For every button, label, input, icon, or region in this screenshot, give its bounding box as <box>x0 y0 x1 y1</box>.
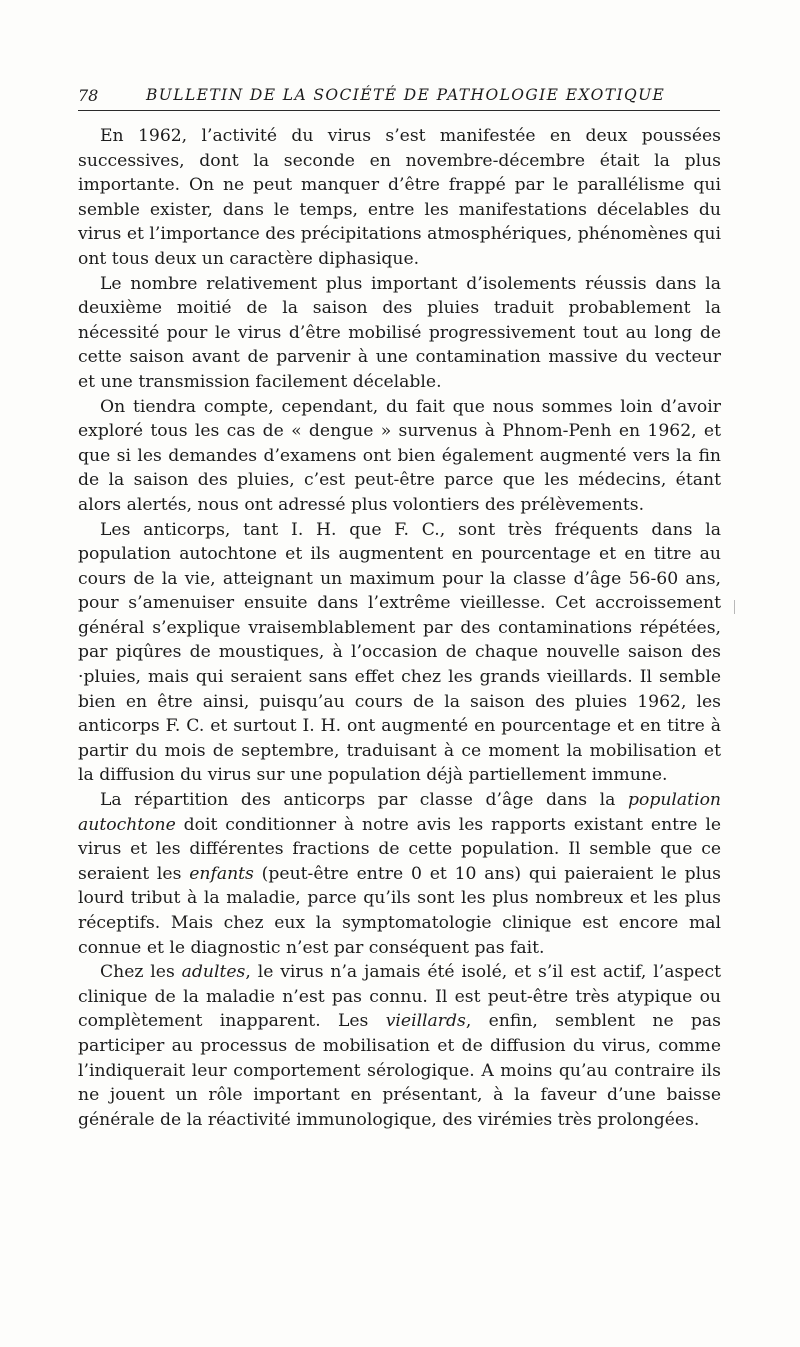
paragraph-5-part-1: La répartition des anticorps par classe d’âge dans la <box>100 790 628 811</box>
paragraph-6-part-2: , le virus n’a jamais été isolé, et s’il est actif, l’aspect clinique de la maladie n’est pas connu. Il est peut-être très atypique ou complètement inapparent. Les <box>78 962 721 1032</box>
term-adultes: adultes <box>181 962 246 983</box>
term-vieillards: vieillards <box>385 1011 466 1032</box>
paragraph-5 <box>78 788 721 960</box>
paragraph-4: Les anticorps, tant I. H. que F. C., sont très fréquents dans la population autochtone et ils augmentent en pourcentage et en titre au cours de la vie, atteignant un maximum pour la classe d’âge 56-60 ans, pour s’amenuiser ensuite dans l’extrême vieillesse. Cet accroissement général s’explique vraisemblablement par des contaminations répétées, par piqûres de moustiques, à l’occasion de chaque nouvelle saison des ·pluies, mais qui seraient sans effet chez les grands vieillards. Il semble bien en être ainsi, puisqu’au cours de la saison des pluies 1962, les anticorps F. C. et surtout I. H. ont augmenté en pourcentage et en titre à partir du mois de septembre, traduisant à ce moment la mobilisation et la diffusion du virus sur une population déjà partiellement immune. <box>78 519 721 786</box>
paragraph-5-part-2: doit conditionner à notre avis les rapports existant entre le virus et les différentes fractions de cette population. Il semble que ce seraient les <box>78 814 721 884</box>
journal-title: BULLETIN DE LA SOCIÉTÉ DE PATHOLOGIE EXOTIQUE <box>146 86 666 104</box>
paragraph-6-part-3: , enfin, semblent ne pas participer au processus de mobilisation et de diffusion du virus, comme l’indiquerait leur comportement sérologique. A moins qu’au contraire ils ne jouent un rôle important en présentant, à la faveur d’une baisse générale de la réactivité immunologique, des virémies très prolongées. <box>78 1011 722 1130</box>
paragraph-6 <box>78 960 721 1132</box>
paragraph-3: On tiendra compte, cependant, du fait que nous sommes loin d’avoir exploré tous les cas de « dengue » survenus à Phnom-Penh en 1962, et que si les demandes d’examens ont bien également augmenté vers la fin de la saison des pluies, c’est peut-être parce que les médecins, étant alors alertés, nous ont adressé plus volontiers des prélèvements. <box>78 396 721 515</box>
margin-mark <box>734 600 735 614</box>
term-population-autochtone: population autochtone <box>78 790 721 835</box>
running-head <box>78 84 720 111</box>
paragraph-5-part-3: (peut-être entre 0 et 10 ans) qui paieraient le plus lourd tribut à la maladie, parce qu’ils sont les plus nombreux et les plus réceptifs. Mais chez eux la symptomatologie clinique est encore mal connue et le diagnostic n’est par conséquent pas fait. <box>78 863 722 958</box>
term-enfants: enfants <box>189 863 254 884</box>
article-body <box>78 124 721 1132</box>
page-number: 78 <box>78 86 99 105</box>
paragraph-1: En 1962, l’activité du virus s’est manifestée en deux poussées successives, dont la seconde en novembre-décembre était la plus importante. On ne peut manquer d’être frappé par le parallélisme qui semble exister, dans le temps, entre les manifestations décelables du virus et l’importance des précipitations atmosphériques, phénomènes qui ont tous deux un caractère diphasique. <box>78 126 721 269</box>
paragraph-2: Le nombre relativement plus important d’isolements réussis dans la deuxième moitié de la saison des pluies traduit probablement la nécessité pour le virus d’être mobilisé progressivement tout au long de cette saison avant de parvenir à une contamination massive du vecteur et une transmission facilement décelable. <box>78 273 721 392</box>
paragraph-6-part-1: Chez les <box>100 962 182 983</box>
